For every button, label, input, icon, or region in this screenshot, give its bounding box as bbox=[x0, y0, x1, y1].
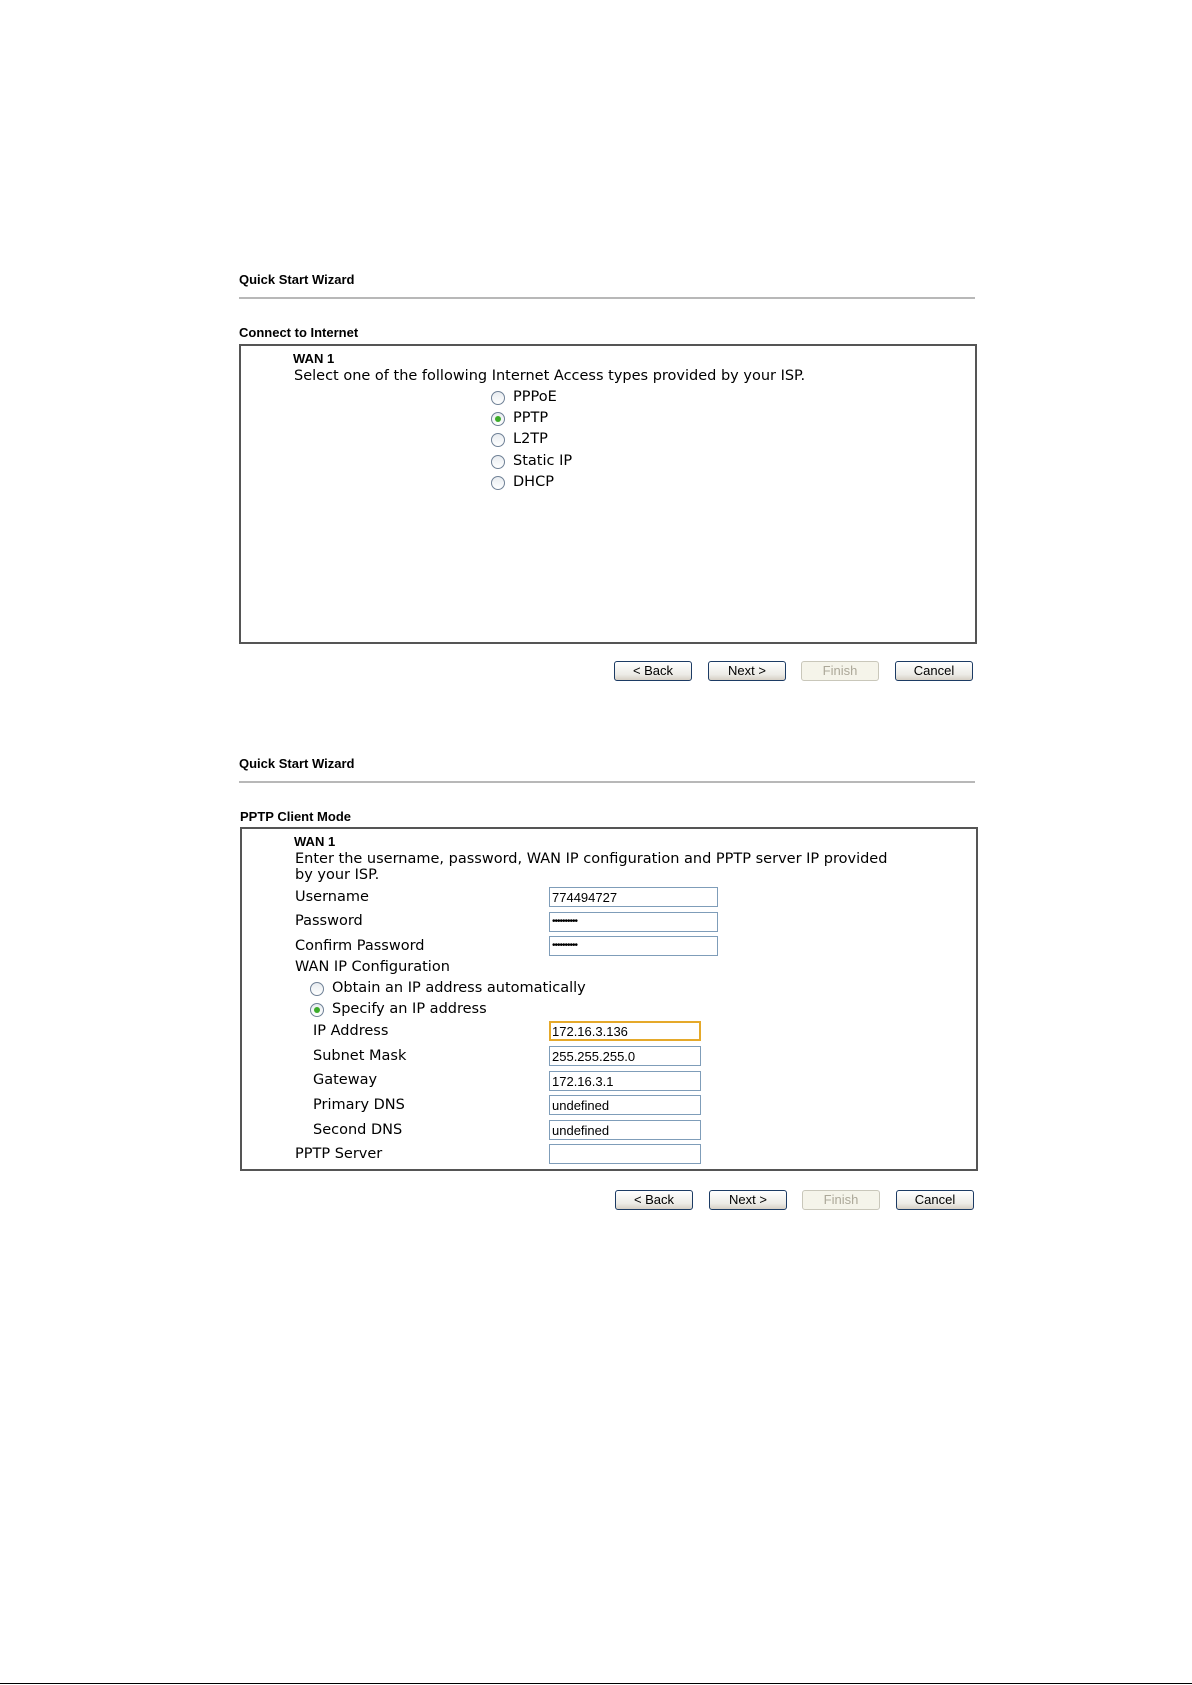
connect-panel bbox=[239, 344, 977, 644]
wan-label: WAN 1 bbox=[294, 834, 336, 849]
back-button[interactable]: < Back bbox=[615, 1190, 693, 1210]
section-title: PPTP Client Mode bbox=[240, 809, 351, 824]
primary-dns-label: Primary DNS bbox=[313, 1097, 405, 1113]
radio-specify-ip[interactable] bbox=[310, 1003, 324, 1017]
pptp-panel bbox=[240, 827, 978, 1171]
section-title: Connect to Internet bbox=[239, 325, 359, 340]
specify-ip-label: Specify an IP address bbox=[332, 1001, 487, 1017]
next-button[interactable]: Next > bbox=[708, 661, 786, 681]
gateway-input[interactable]: 172.16.3.1 bbox=[549, 1071, 701, 1091]
instruction-text: Select one of the following Internet Access types provided by your ISP. bbox=[294, 368, 806, 384]
option-label: L2TP bbox=[513, 431, 548, 447]
wizard-title: Quick Start Wizard bbox=[239, 756, 355, 771]
option-label: Static IP bbox=[513, 453, 573, 469]
primary-dns-input[interactable]: undefined bbox=[549, 1095, 701, 1115]
radio-pptp[interactable] bbox=[491, 412, 505, 426]
gateway-label: Gateway bbox=[313, 1072, 378, 1088]
ip-address-label: IP Address bbox=[313, 1023, 389, 1039]
cancel-button[interactable]: Cancel bbox=[896, 1190, 974, 1210]
title-divider bbox=[239, 781, 975, 783]
confirm-password-label: Confirm Password bbox=[295, 938, 425, 954]
username-input[interactable]: 774494727 bbox=[549, 887, 718, 907]
username-label: Username bbox=[295, 889, 369, 905]
radio-pppoe[interactable] bbox=[491, 391, 505, 405]
next-button[interactable]: Next > bbox=[709, 1190, 787, 1210]
confirm-password-input[interactable]: •••••••••• bbox=[549, 936, 718, 956]
obtain-auto-label: Obtain an IP address automatically bbox=[332, 980, 586, 996]
title-divider bbox=[239, 297, 975, 299]
second-dns-input[interactable]: undefined bbox=[549, 1120, 701, 1140]
pptp-server-input[interactable] bbox=[549, 1144, 701, 1164]
finish-button[interactable]: Finish bbox=[801, 661, 879, 681]
pptp-server-label: PPTP Server bbox=[295, 1146, 383, 1162]
radio-dhcp[interactable] bbox=[491, 476, 505, 490]
wizard-title: Quick Start Wizard bbox=[239, 272, 355, 287]
option-label: DHCP bbox=[513, 474, 554, 490]
instruction-line-1: Enter the username, password, WAN IP configuration and PPTP server IP provided bbox=[295, 851, 888, 867]
radio-static-ip[interactable] bbox=[491, 455, 505, 469]
option-label: PPTP bbox=[513, 410, 549, 426]
cancel-button[interactable]: Cancel bbox=[895, 661, 973, 681]
radio-l2tp[interactable] bbox=[491, 433, 505, 447]
finish-button[interactable]: Finish bbox=[802, 1190, 880, 1210]
subnet-mask-label: Subnet Mask bbox=[313, 1048, 407, 1064]
back-button[interactable]: < Back bbox=[614, 661, 692, 681]
second-dns-label: Second DNS bbox=[313, 1122, 403, 1138]
option-label: PPPoE bbox=[513, 389, 557, 405]
page-footer-line bbox=[0, 1683, 1192, 1684]
wan-label: WAN 1 bbox=[293, 351, 335, 366]
subnet-mask-input[interactable]: 255.255.255.0 bbox=[549, 1046, 701, 1066]
password-label: Password bbox=[295, 913, 363, 929]
ip-address-input[interactable]: 172.16.3.136 bbox=[549, 1021, 701, 1041]
wan-ip-config-label: WAN IP Configuration bbox=[295, 959, 450, 975]
instruction-line-2: by your ISP. bbox=[295, 867, 380, 883]
password-input[interactable]: •••••••••• bbox=[549, 912, 718, 932]
radio-obtain-auto[interactable] bbox=[310, 982, 324, 996]
